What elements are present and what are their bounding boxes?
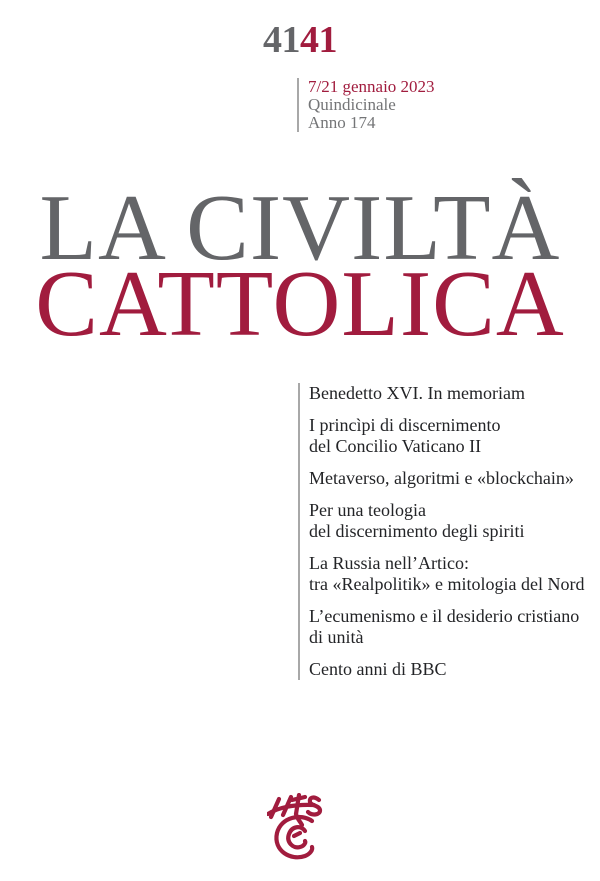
article-list bbox=[298, 383, 588, 680]
article-line: I princìpi di discernimento bbox=[309, 415, 501, 435]
issue-number-red-part: 41 bbox=[300, 19, 337, 61]
year-label: Anno 174 bbox=[308, 113, 376, 132]
article-line: La Russia nell’Artico: bbox=[309, 553, 469, 573]
article-item bbox=[309, 415, 588, 457]
article-line: Metaverso, algoritmi e «blockchain» bbox=[309, 468, 574, 488]
article-line: Per una teologia bbox=[309, 500, 426, 520]
issue-number-gray-part: 41 bbox=[263, 19, 300, 61]
ihs-jesuit-monogram-icon bbox=[267, 793, 329, 863]
title-line-2: CATTOLICA bbox=[35, 252, 565, 356]
article-line: di unità bbox=[309, 627, 364, 647]
article-item bbox=[309, 553, 588, 595]
article-item bbox=[309, 500, 588, 542]
masthead-info-block bbox=[297, 78, 435, 132]
article-line: del Concilio Vaticano II bbox=[309, 436, 482, 456]
frequency-label: Quindicinale bbox=[308, 95, 396, 114]
article-line: tra «Realpolitik» e mitologia del Nord bbox=[309, 574, 585, 594]
article-line: L’ecumenismo e il desiderio cristiano bbox=[309, 606, 580, 626]
issue-number bbox=[0, 21, 600, 59]
article-item bbox=[309, 383, 588, 404]
article-item bbox=[309, 659, 588, 680]
article-line: del discernimento degli spiriti bbox=[309, 521, 525, 541]
article-item bbox=[309, 468, 588, 489]
article-line: Benedetto XVI. In memoriam bbox=[309, 383, 525, 403]
magazine-title bbox=[0, 176, 600, 356]
issue-date: 7/21 gennaio 2023 bbox=[308, 77, 435, 96]
article-line: Cento anni di BBC bbox=[309, 659, 447, 679]
article-item bbox=[309, 606, 588, 648]
title-line-1: LA CIVILTÀ bbox=[39, 176, 561, 280]
